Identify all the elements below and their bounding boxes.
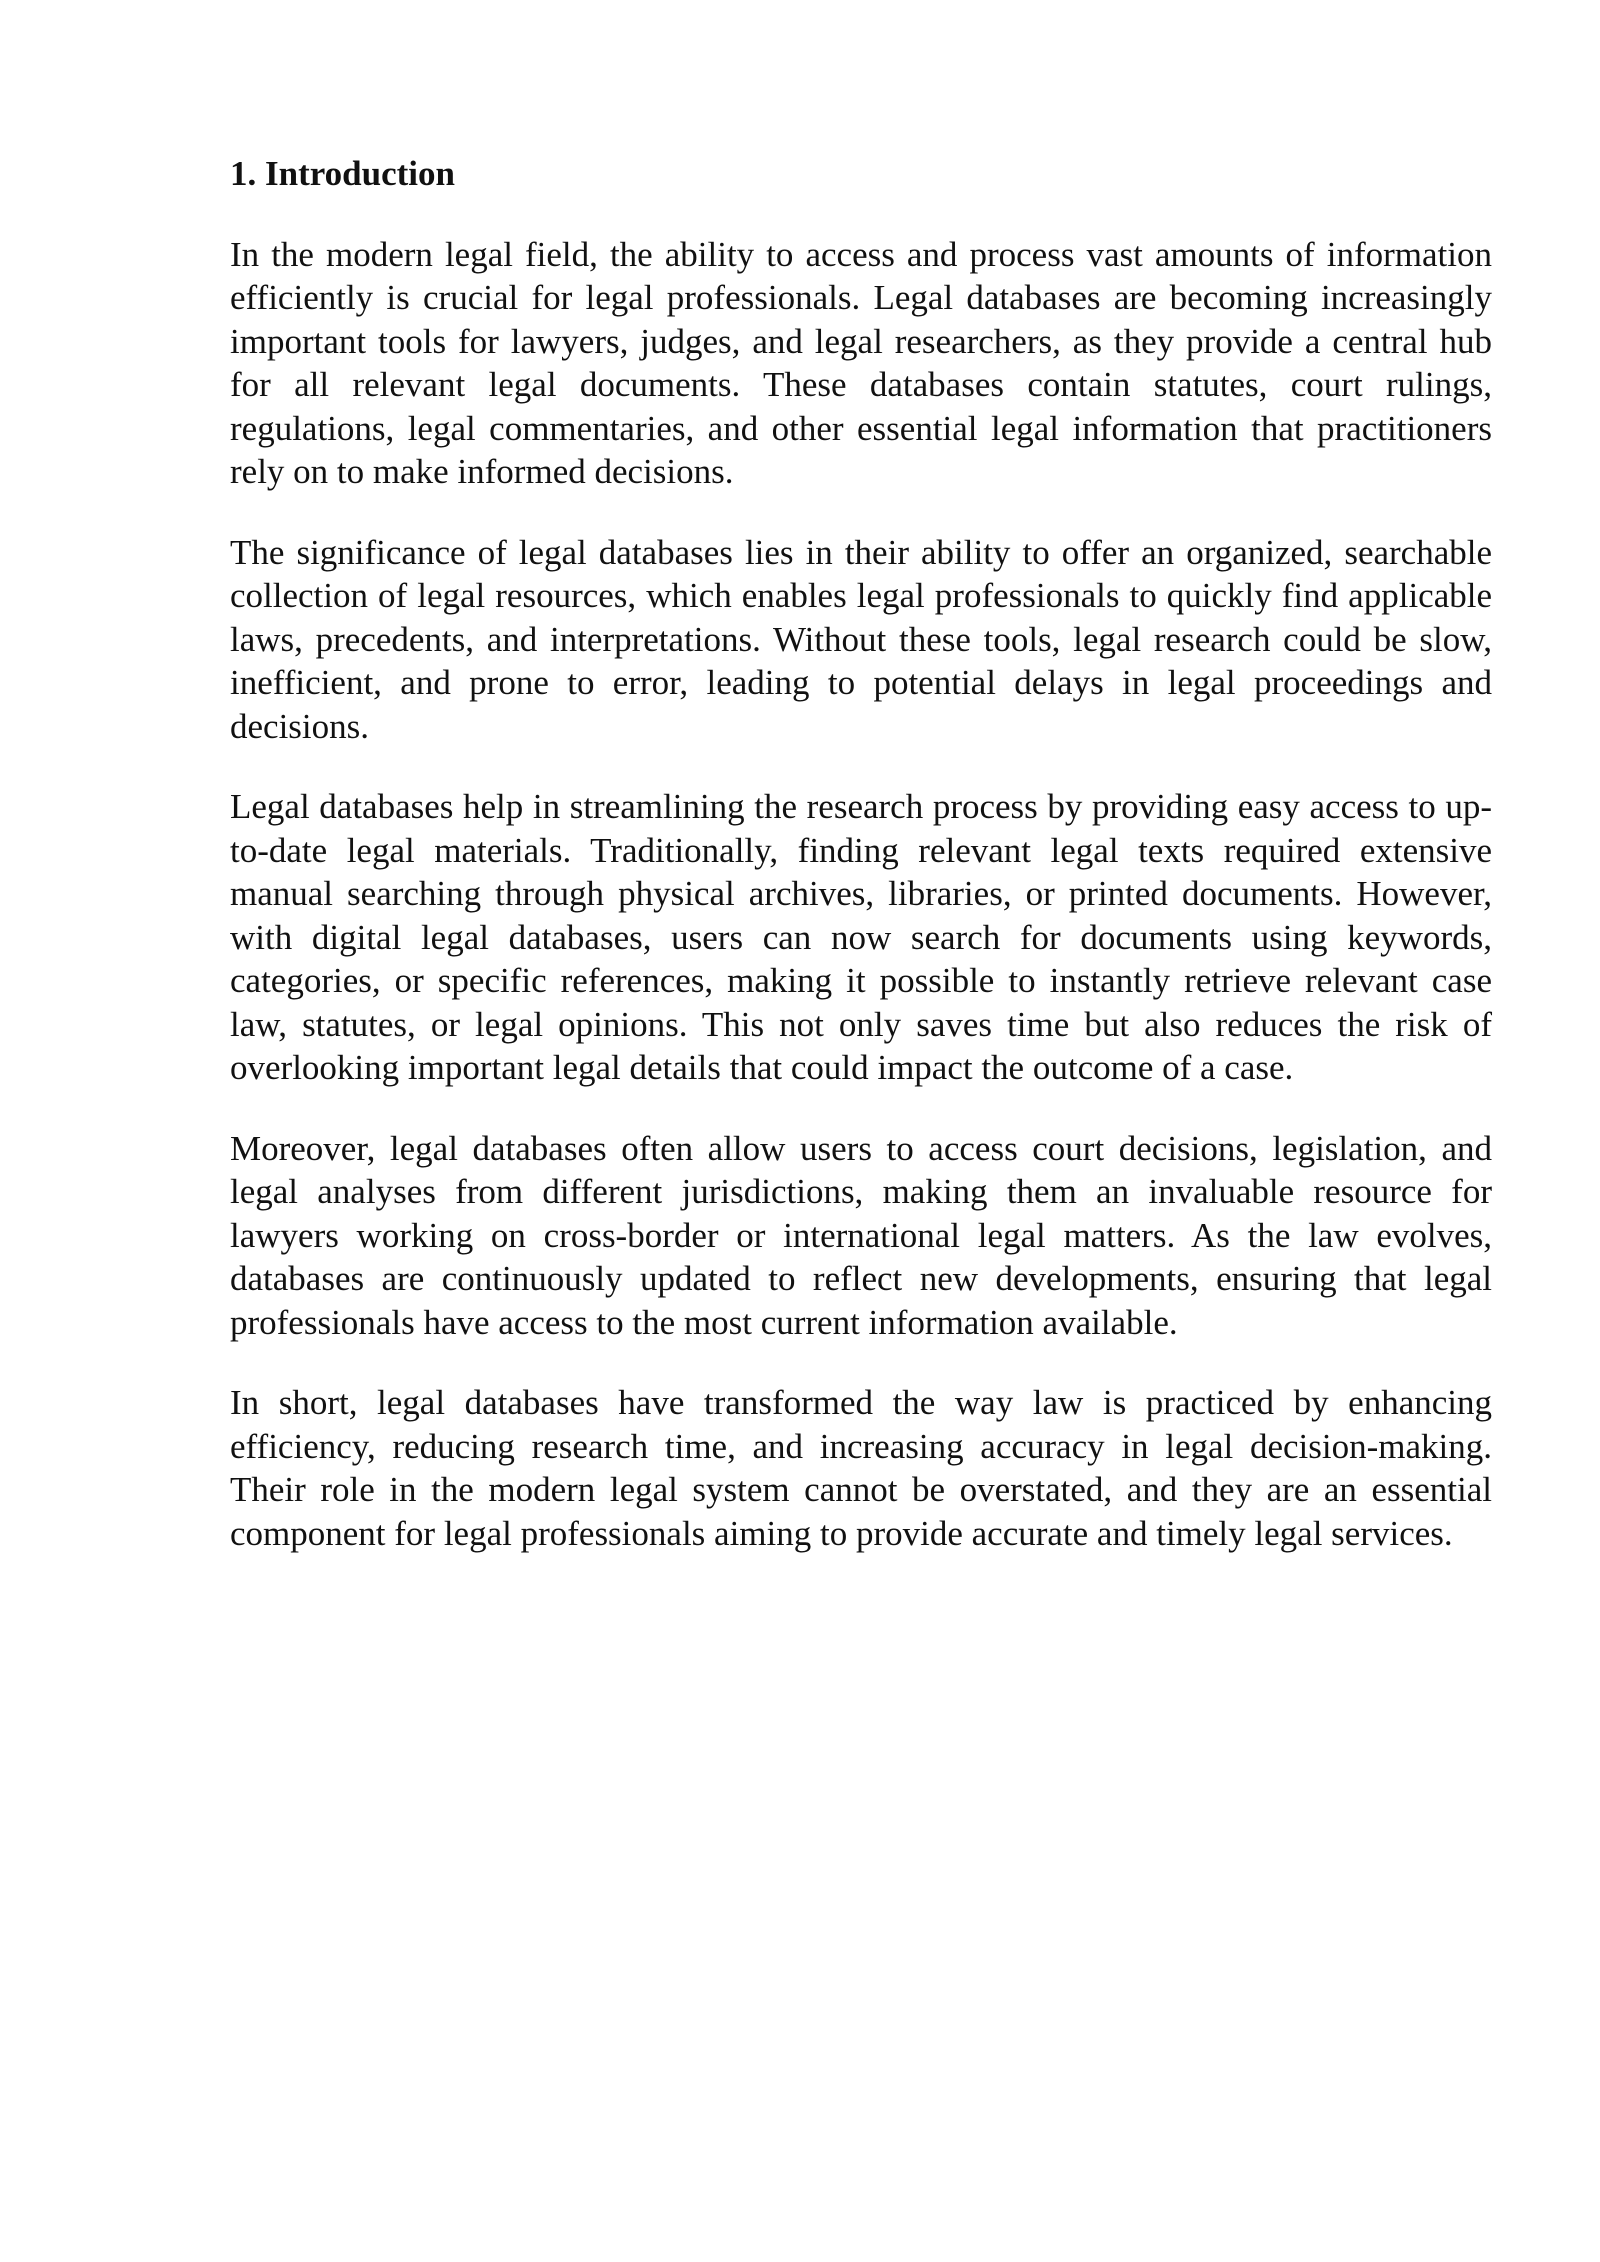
paragraph-4: Moreover, legal databases often allow users to access court decisions, legislation, and legal analyses from different jurisdictions, making them an invaluable resource for lawyers working on cross-border or international legal matters. As the law evolves, databases are continuously updated to reflect new developments, ensuring that legal professionals have access to the most current information available.: [230, 1128, 1492, 1342]
section-heading: 1. Introduction: [230, 154, 455, 193]
paragraph-5: In short, legal databases have transformed the way law is practiced by enhancing efficiency, reducing research time, and increasing accuracy in legal decision-making. Their role in the modern legal system cannot be overstated, and they are an essential component for legal professionals aiming to provide accurate and timely legal services.: [230, 1383, 1492, 1553]
paragraph-1: In the modern legal field, the ability to access and process vast amounts of information efficiently is crucial for legal professionals. Legal databases are becoming increasingly important tools for lawyers, judges, and legal researchers, as they provide a central hub for all relevant legal documents. These databases contain statutes, court rulings, regulations, legal commentaries, and other essential legal information that practitioners rely on to make informed decisions.: [230, 234, 1492, 491]
paragraph-3: Legal databases help in streamlining the research process by providing easy access to up-to-date legal materials. Traditionally, finding relevant legal texts required extensive manual searching through physical archives, libraries, or printed documents. However, with digital legal databases, users can now search for documents using keywords, categories, or specific references, making it possible to instantly retrieve relevant case law, statutes, or legal opinions. This not only saves time but also reduces the risk of overlooking important legal details that could impact the outcome of a case.: [230, 787, 1492, 1087]
paragraph-2: The significance of legal databases lies in their ability to offer an organized, searchable collection of legal resources, which enables legal professionals to quickly find applicable laws, precedents, and interpretations. Without these tools, legal research could be slow, inefficient, and prone to error, leading to potential delays in legal proceedings and decisions.: [230, 532, 1492, 746]
document-body: [230, 152, 1492, 1592]
